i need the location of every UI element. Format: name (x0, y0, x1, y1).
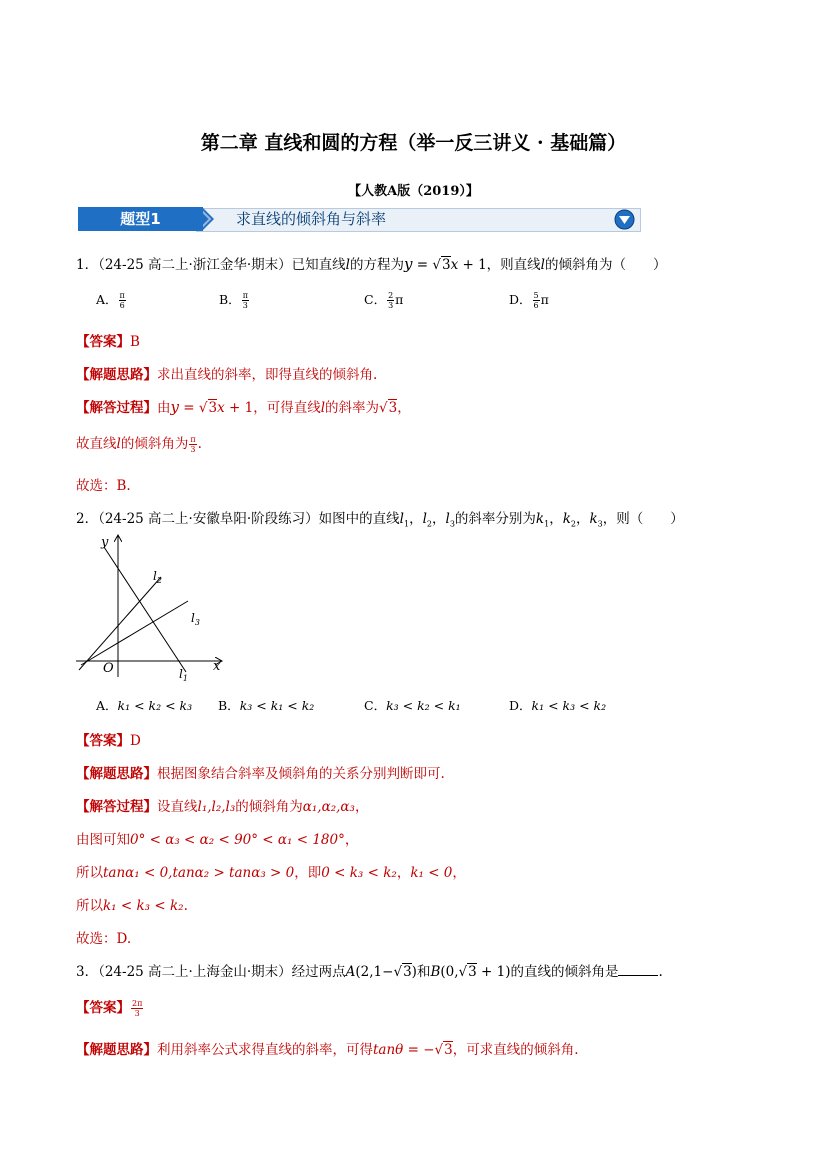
q2-option-c[interactable]: C．k₃ < k₂ < k₁ (364, 698, 461, 713)
edition-subtitle: 【人教A版（2019）】 (348, 184, 479, 199)
line-l3 (81, 601, 188, 665)
q3-stem: 3．（24-25 高二上·上海金山·期末）经过两点A(2,1−√3)和B(0,√3 + 1)的直线的倾斜角是 . (76, 964, 663, 980)
q2-answer: 【答案】D (76, 733, 141, 749)
q2-stem: 2．（24-25 高二上·安徽阜阳·阶段练习）如图中的直线$l_1$，$l_2$，$l_3$的斜率分别为$k_1$，$k_2$，$k_3$，则（ ） (76, 511, 684, 529)
q2-process-line4: 所以k₁ < k₃ < k₂. (76, 898, 188, 914)
page-title: 第二章 直线和圆的方程（举一反三讲义 · 基础篇） (200, 132, 627, 154)
q2-choose: 故选：D. (76, 931, 132, 947)
fig-origin-label: O (103, 661, 114, 676)
q2-process: 【解答过程】设直线l₁,l₂,l₃的倾斜角为α₁,α₂,α₃， (76, 799, 369, 815)
q2-figure (76, 532, 236, 682)
q1-choose: 故选：B. (76, 478, 131, 494)
q1-option-a[interactable]: A． $\frac{\pi}{6}$ (96, 291, 125, 310)
q1-process: 【解答过程】由y = √3x + 1，可得直线l的斜率为√3， (76, 398, 411, 416)
q1-option-d[interactable]: D． $\frac{5}{6}$ π (509, 291, 549, 310)
q3-answer: 【答案】 $\frac{2\pi}{3}$ (76, 999, 143, 1018)
fig-l3-label: $l_3$ (191, 611, 200, 627)
down-arrow-circle-icon (614, 209, 635, 230)
fig-l2-label: $l_2$ (153, 569, 162, 585)
q1-option-b[interactable]: B． $\frac{\pi}{3}$ (219, 291, 248, 310)
q2-option-a[interactable]: A．k₁ < k₂ < k₃ (96, 698, 193, 713)
q3-answer-blank[interactable] (618, 975, 658, 976)
q2-option-d[interactable]: D．k₁ < k₃ < k₂ (509, 698, 607, 713)
q2-idea: 【解题思路】根据图象结合斜率及倾斜角的关系分别判断即可. (76, 766, 445, 782)
q2-process-line2: 由图可知0° < α₃ < α₂ < 90° < α₁ < 180°， (76, 832, 359, 848)
fig-x-label: x (213, 659, 221, 674)
q1-stem: 1．（24-25 高二上·浙江金华·期末）已知直线l的方程为y = √3x + 1，则直线l的倾斜角为（ ） (76, 255, 667, 273)
section-tag: 题型1 (78, 207, 203, 231)
fig-y-label: y (101, 535, 109, 550)
q2-option-b[interactable]: B．k₃ < k₁ < k₂ (218, 698, 315, 713)
q3-idea: 【解题思路】利用斜率公式求得直线的斜率，可得tanθ = −√3，可求直线的倾斜角. (76, 1042, 579, 1058)
q1-process-line2: 故直线l的倾斜角为 $\frac{\pi}{3}$ . (76, 435, 202, 454)
q1-option-c[interactable]: C． $\frac{2}{3}$ π (364, 291, 404, 310)
fig-l1-label: $l_1$ (179, 667, 188, 682)
line-l2 (79, 577, 161, 670)
section-name: 求直线的倾斜角与斜率 (236, 210, 387, 228)
q1-idea: 【解题思路】求出直线的斜率，即得直线的倾斜角. (76, 367, 378, 383)
q1-answer: 【答案】B (76, 334, 140, 350)
q2-process-line3: 所以tanα₁ < 0,tanα₂ > tanα₃ > 0，即0 < k₃ < k₂，k₁ < 0， (76, 865, 466, 881)
